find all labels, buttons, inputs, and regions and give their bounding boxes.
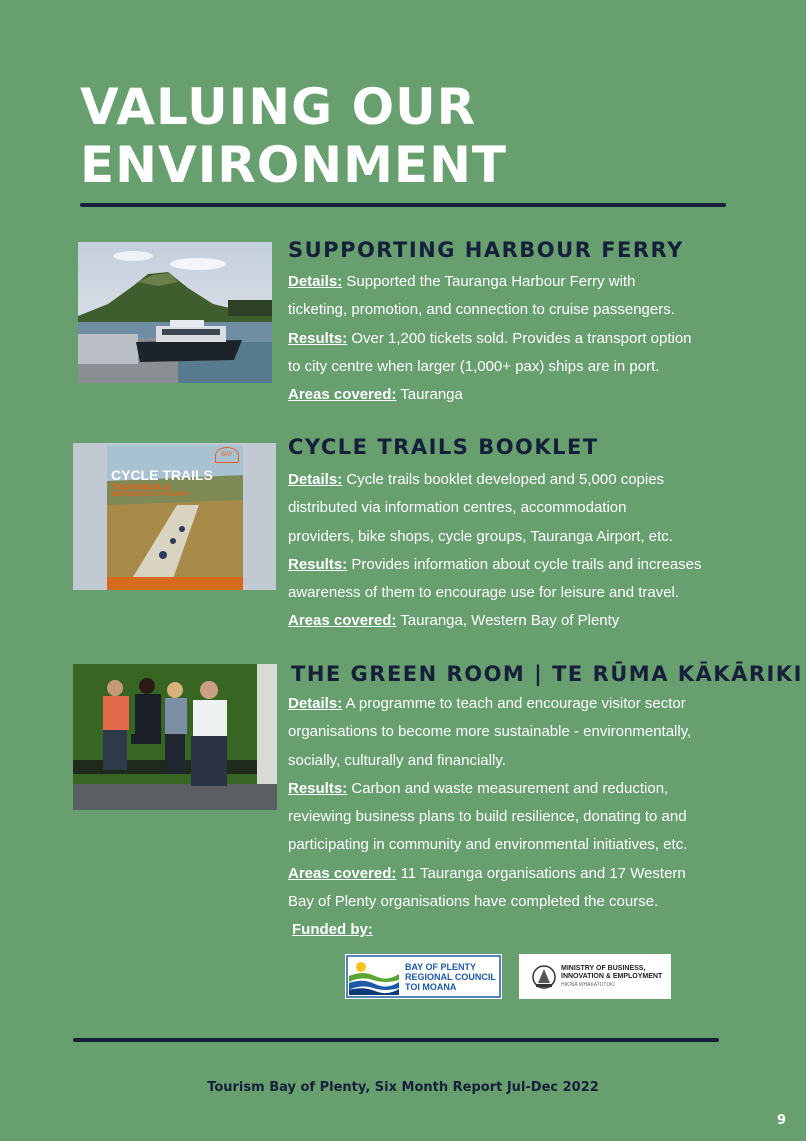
page-title-line-1: VALUING OUR <box>80 78 477 136</box>
text-line: awareness of them to encourage use for leisure and travel. <box>288 584 680 602</box>
harbour-ferry-photo <box>78 242 272 383</box>
bop-logo-line-3: TOI MOANA <box>405 982 457 992</box>
booklet-title: CYCLE TRAILS <box>111 467 213 483</box>
text-line: socially, culturally and financially. <box>288 751 506 769</box>
section-heading-cycle-trails: CYCLE TRAILS BOOKLET <box>288 435 599 459</box>
bop-logo-line-1: BAY OF PLENTY <box>405 962 477 972</box>
section-body-green-room <box>288 690 758 916</box>
text-line: Results: Over 1,200 tickets sold. Provides a transport option <box>288 329 692 347</box>
funded-by-label: Funded by: <box>292 921 373 938</box>
text-line: Areas covered: Tauranga <box>288 386 463 404</box>
text-line: organisations to become more sustainable - environmentally, <box>288 723 692 741</box>
cycle-trails-booklet-image <box>73 443 276 590</box>
section-heading-green-room: THE GREEN ROOM | TE RŪMA KĀKĀRIKI <box>291 662 803 686</box>
footer-text: Tourism Bay of Plenty, Six Month Report Jul-Dec 2022 <box>207 1080 599 1095</box>
text-line: Areas covered: 11 Tauranga organisations and 17 Western <box>288 864 686 882</box>
text-line: ticketing, promotion, and connection to cruise passengers. <box>288 301 675 319</box>
text-line: Bay of Plenty organisations have completed the course. <box>288 893 659 911</box>
text-line: providers, bike shops, cycle groups, Tauranga Airport, etc. <box>288 527 673 545</box>
mbie-logo <box>519 954 671 999</box>
section-body-cycle-trails <box>288 466 758 636</box>
title-divider <box>80 203 726 207</box>
text-line: distributed via information centres, accommodation <box>288 499 627 517</box>
footer-divider <box>73 1038 719 1042</box>
page-title-line-2: ENVIRONMENT <box>80 136 508 194</box>
bop-regional-council-logo <box>345 954 502 999</box>
text-line: Details: Supported the Tauranga Harbour Ferry with <box>288 273 636 290</box>
mbie-logo-line-2: INNOVATION & EMPLOYMENT <box>561 973 663 980</box>
page-number: 9 <box>777 1113 787 1128</box>
text-line: to city centre when larger (1,000+ pax) ships are in port. <box>288 357 660 375</box>
bop-logo-line-2: REGIONAL COUNCIL <box>405 972 496 982</box>
booklet-badge: BAY <box>215 447 239 463</box>
section-body-ferry <box>288 268 758 409</box>
green-room-photo <box>73 664 277 810</box>
page-title <box>80 78 507 194</box>
text-line: participating in community and environmental initiatives, etc. <box>288 836 688 854</box>
text-line: reviewing business plans to build resilience, donating to and <box>288 808 687 826</box>
text-line: Results: Provides information about cycle trails and increases <box>288 555 702 573</box>
mbie-logo-line-3: HIKINA WHAKATUTUKI <box>561 982 615 988</box>
mbie-logo-line-1: MINISTRY OF BUSINESS, <box>561 965 646 972</box>
text-line: Results: Carbon and waste measurement and reduction, <box>288 779 669 797</box>
text-line: Details: A programme to teach and encourage visitor sector <box>288 695 686 712</box>
text-line: Areas covered: Tauranga, Western Bay of Plenty <box>288 612 620 630</box>
booklet-subtitle-2: WESTERN BAY OF PLENTY <box>111 492 191 498</box>
text-line: Details: Cycle trails booklet developed and 5,000 copies <box>288 471 665 488</box>
section-heading-ferry: SUPPORTING HARBOUR FERRY <box>288 238 684 262</box>
booklet-subtitle: TAURANGA & <box>111 482 171 492</box>
